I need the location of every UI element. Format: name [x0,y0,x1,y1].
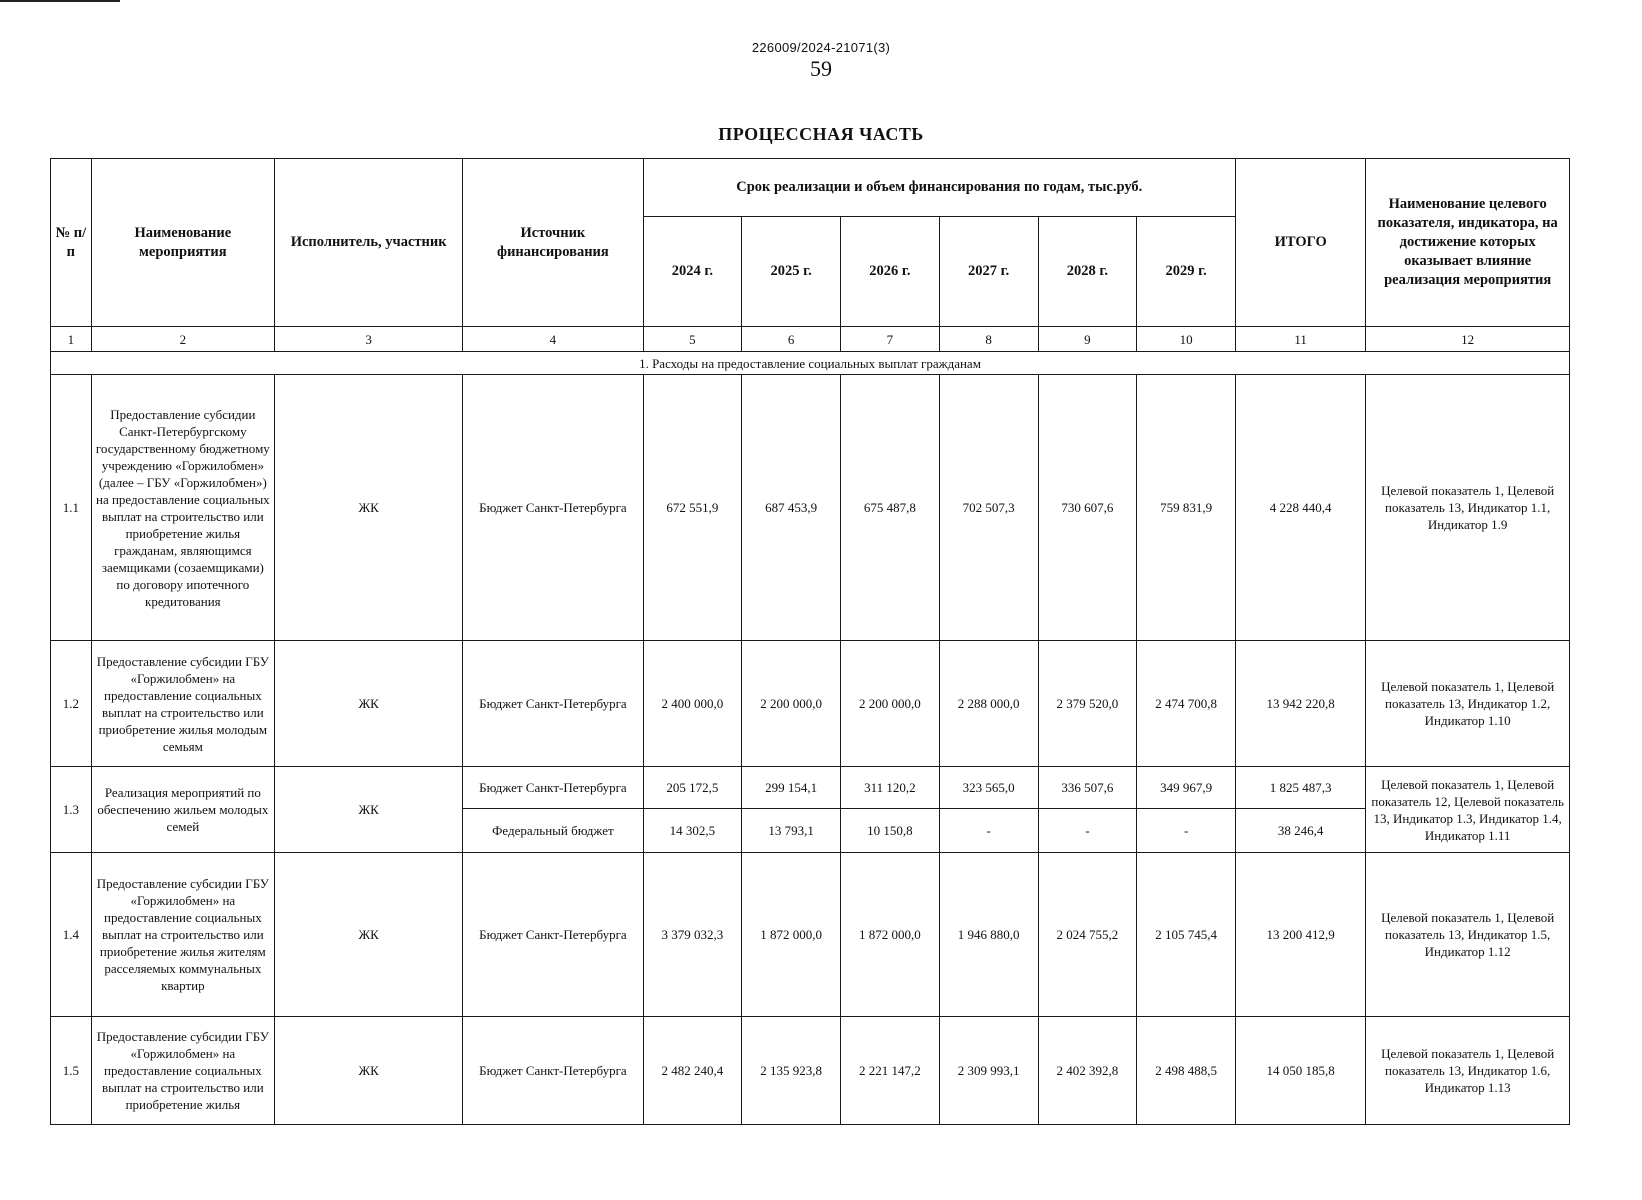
year-value: 299 154,1 [742,767,841,809]
total-value: 13 942 220,8 [1236,641,1366,767]
total-value: 38 246,4 [1236,809,1366,853]
col-header-name: Наименование мероприятия [91,159,274,327]
column-number: 10 [1137,327,1236,352]
year-value: 2 105 745,4 [1137,853,1236,1017]
year-value: 759 831,9 [1137,375,1236,641]
year-value: 2 379 520,0 [1038,641,1137,767]
year-value: - [939,809,1038,853]
year-value: 10 150,8 [841,809,940,853]
year-value: 672 551,9 [643,375,742,641]
col-header-year: 2027 г. [939,217,1038,327]
total-value: 13 200 412,9 [1236,853,1366,1017]
col-header-executor: Исполнитель, участник [274,159,462,327]
year-value: 336 507,6 [1038,767,1137,809]
row-number: 1.4 [51,853,92,1017]
year-value: 2 498 488,5 [1137,1017,1236,1125]
year-value: 2 309 993,1 [939,1017,1038,1125]
measure-name: Реализация мероприятий по обеспечению жильем молодых семей [91,767,274,853]
col-header-year: 2024 г. [643,217,742,327]
year-value: 323 565,0 [939,767,1038,809]
group-title: 1. Расходы на предоставление социальных выплат гражданам [51,352,1570,375]
year-value: 702 507,3 [939,375,1038,641]
year-value: 3 379 032,3 [643,853,742,1017]
table-row [51,641,1570,767]
col-header-source: Источник финансирования [463,159,643,327]
total-value: 14 050 185,8 [1236,1017,1366,1125]
col-header-year: 2026 г. [841,217,940,327]
year-value: 2 474 700,8 [1137,641,1236,767]
measure-name: Предоставление субсидии Санкт-Петербургскому государственному бюджетному учреждению «Горжилобмен» (далее – ГБУ «Горжилобмен») на предоставление социальных выплат на строительство или приобретение жилья гражданам, являющимся заемщиками (созаемщиками) по договору ипотечного кредитования [91,375,274,641]
col-header-period: Срок реализации и объем финансирования по годам, тыс.руб. [643,159,1236,217]
measure-name: Предоставление субсидии ГБУ «Горжилобмен» на предоставление социальных выплат на строительство или приобретение жилья молодым семьям [91,641,274,767]
year-value: 2 288 000,0 [939,641,1038,767]
column-number: 1 [51,327,92,352]
table-row [51,1017,1570,1125]
measure-name: Предоставление субсидии ГБУ «Горжилобмен» на предоставление социальных выплат на строительство или приобретение жилья жителям расселяемых коммунальных квартир [91,853,274,1017]
year-value: 13 793,1 [742,809,841,853]
year-value: 1 872 000,0 [841,853,940,1017]
target-indicators: Целевой показатель 1, Целевой показатель 12, Целевой показатель 13, Индикатор 1.3, Индикатор 1.4, Индикатор 1.11 [1366,767,1570,853]
column-number: 12 [1366,327,1570,352]
financing-table [50,158,1570,1125]
measure-name: Предоставление субсидии ГБУ «Горжилобмен» на предоставление социальных выплат на строительство или приобретение жилья [91,1017,274,1125]
table-row [51,767,1570,809]
executor: ЖК [274,641,462,767]
column-number: 2 [91,327,274,352]
year-value: 675 487,8 [841,375,940,641]
funding-source: Бюджет Санкт-Петербурга [463,641,643,767]
row-number: 1.3 [51,767,92,853]
col-header-year: 2029 г. [1137,217,1236,327]
target-indicators: Целевой показатель 1, Целевой показатель 13, Индикатор 1.5, Индикатор 1.12 [1366,853,1570,1017]
year-value: 2 221 147,2 [841,1017,940,1125]
page-number: 59 [810,56,832,81]
funding-source: Бюджет Санкт-Петербурга [463,375,643,641]
col-header-target: Наименование целевого показателя, индикатора, на достижение которых оказывает влияние реализация мероприятия [1366,159,1570,327]
total-value: 4 228 440,4 [1236,375,1366,641]
scan-edge-mark [0,0,120,2]
executor: ЖК [274,375,462,641]
table-row [51,375,1570,641]
funding-source: Бюджет Санкт-Петербурга [463,853,643,1017]
column-number: 9 [1038,327,1137,352]
col-header-year: 2025 г. [742,217,841,327]
year-value: 730 607,6 [1038,375,1137,641]
executor: ЖК [274,853,462,1017]
column-number: 8 [939,327,1038,352]
funding-source: Бюджет Санкт-Петербурга [463,1017,643,1125]
year-value: - [1038,809,1137,853]
year-value: 349 967,9 [1137,767,1236,809]
funding-source: Федеральный бюджет [463,809,643,853]
year-value: 2 482 240,4 [643,1017,742,1125]
year-value: 687 453,9 [742,375,841,641]
column-number: 3 [274,327,462,352]
year-value: 2 135 923,8 [742,1017,841,1125]
year-value: 311 120,2 [841,767,940,809]
year-value: 2 024 755,2 [1038,853,1137,1017]
column-number: 4 [463,327,643,352]
year-value: 205 172,5 [643,767,742,809]
column-number: 7 [841,327,940,352]
target-indicators: Целевой показатель 1, Целевой показатель 13, Индикатор 1.6, Индикатор 1.13 [1366,1017,1570,1125]
executor: ЖК [274,767,462,853]
year-value: 2 200 000,0 [742,641,841,767]
year-value: 1 946 880,0 [939,853,1038,1017]
row-number: 1.1 [51,375,92,641]
group-row [51,352,1570,375]
section-title: ПРОЦЕССНАЯ ЧАСТЬ [718,124,924,144]
funding-source: Бюджет Санкт-Петербурга [463,767,643,809]
year-value: 1 872 000,0 [742,853,841,1017]
column-number-row [51,327,1570,352]
executor: ЖК [274,1017,462,1125]
total-value: 1 825 487,3 [1236,767,1366,809]
year-value: 2 402 392,8 [1038,1017,1137,1125]
target-indicators: Целевой показатель 1, Целевой показатель 13, Индикатор 1.1, Индикатор 1.9 [1366,375,1570,641]
col-header-year: 2028 г. [1038,217,1137,327]
column-number: 6 [742,327,841,352]
column-number: 11 [1236,327,1366,352]
year-value: - [1137,809,1236,853]
document-id: 226009/2024-21071(3) [751,40,891,55]
year-value: 2 400 000,0 [643,641,742,767]
row-number: 1.2 [51,641,92,767]
year-value: 14 302,5 [643,809,742,853]
target-indicators: Целевой показатель 1, Целевой показатель 13, Индикатор 1.2, Индикатор 1.10 [1366,641,1570,767]
col-header-total: ИТОГО [1236,159,1366,327]
column-number: 5 [643,327,742,352]
row-number: 1.5 [51,1017,92,1125]
year-value: 2 200 000,0 [841,641,940,767]
col-header-num: № п/п [51,159,92,327]
table-row [51,853,1570,1017]
